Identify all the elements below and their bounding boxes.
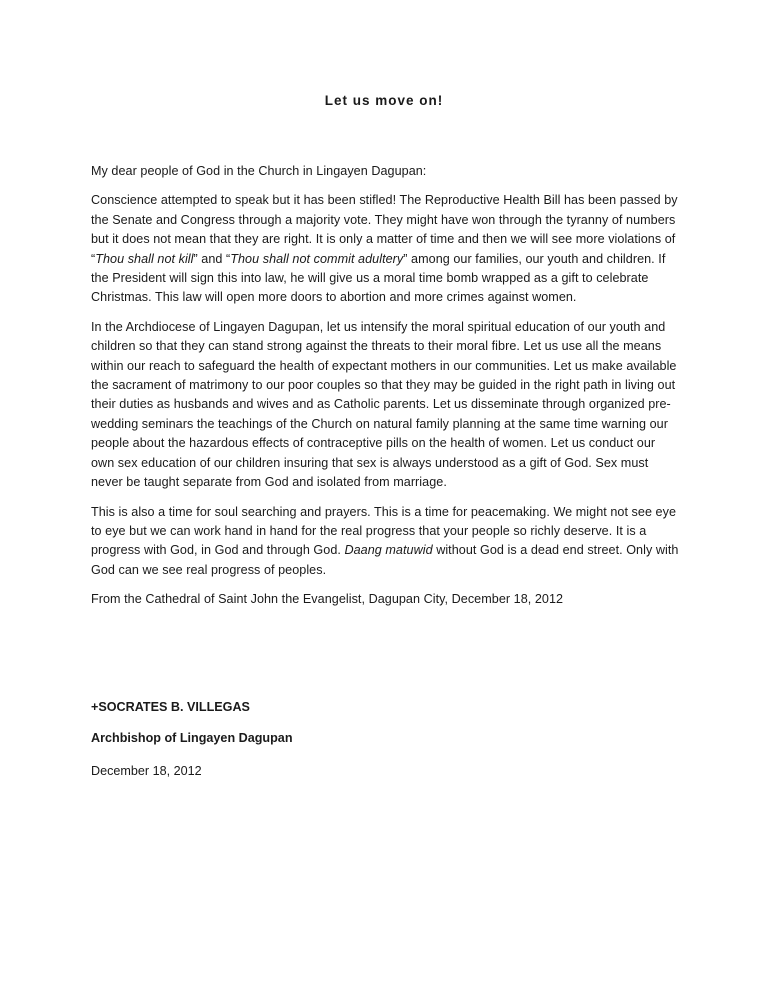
signature-date: December 18, 2012 <box>91 764 202 778</box>
paragraph-1-text-b: ” and “ <box>193 251 231 266</box>
paragraph-3-emphasis: Daang matuwid <box>344 543 433 558</box>
paragraph-3-text-a: This is also a time for soul searching and prayers. This is a time for peacemaking. We might not see eye to eye but we can work hand in hand for the real progress that your people so richly deserve. It is a progress with God, in God and through God. <box>91 504 677 558</box>
signature-name: +SOCRATES B. VILLEGAS <box>91 700 250 714</box>
document-title: Let us move on! <box>324 93 444 108</box>
letter-body <box>91 162 681 620</box>
paragraph-1-text-a: Conscience attempted to speak but it has been stifled! The Reproductive Health Bill has been passed by the Senate and Congress through a majority vote. They might have won through the tyranny of numbers but it does not mean that they are right. It is only a matter of time and then we will see more violations of “ <box>91 193 678 266</box>
paragraph-1-emphasis-a: Thou shall not kill <box>95 251 194 266</box>
closing-line: From the Cathedral of Saint John the Evangelist, Dagupan City, December 18, 2012 <box>91 592 564 607</box>
paragraph-3-text-b: without God is a dead end street. Only with God can we see real progress of peoples. <box>91 543 679 577</box>
paragraph-1-text-c: ” among our families, our youth and children. If the President will sign this into law, he will give us a moral time bomb wrapped as a gift to celebrate Christmas. This law will open more doors to abortion and more crimes against women. <box>91 251 666 305</box>
paragraph-soul-searching <box>91 503 681 581</box>
salutation: My dear people of God in the Church in Lingayen Dagupan: <box>91 164 427 178</box>
paragraph-rh-bill <box>91 191 681 307</box>
paragraph-1-emphasis-b: Thou shall not commit adultery <box>230 251 404 266</box>
paragraph-archdiocese: In the Archdiocese of Lingayen Dagupan, let us intensify the moral spiritual education of our youth and children so that they can stand strong against the threats to their moral fibre. Let us use all the means within our reach to safeguard the health of expectant mothers in our communities. Let us make available the sacrament of matrimony to our poor couples so that they may be guided in the right path in living out their duties as husbands and wives and as Catholic parents. Let us disseminate through organized pre-wedding seminars the teachings of the Church on natural family planning at the same time warning our people about the hazardous effects of contraceptive pills on the health of women. Let us conduct our own sex education of our children insuring that sex is always understood as a gift of God. Sex must never be taught separate from God and isolated from marriage. <box>91 319 677 490</box>
signature-title: Archbishop of Lingayen Dagupan <box>91 731 293 745</box>
